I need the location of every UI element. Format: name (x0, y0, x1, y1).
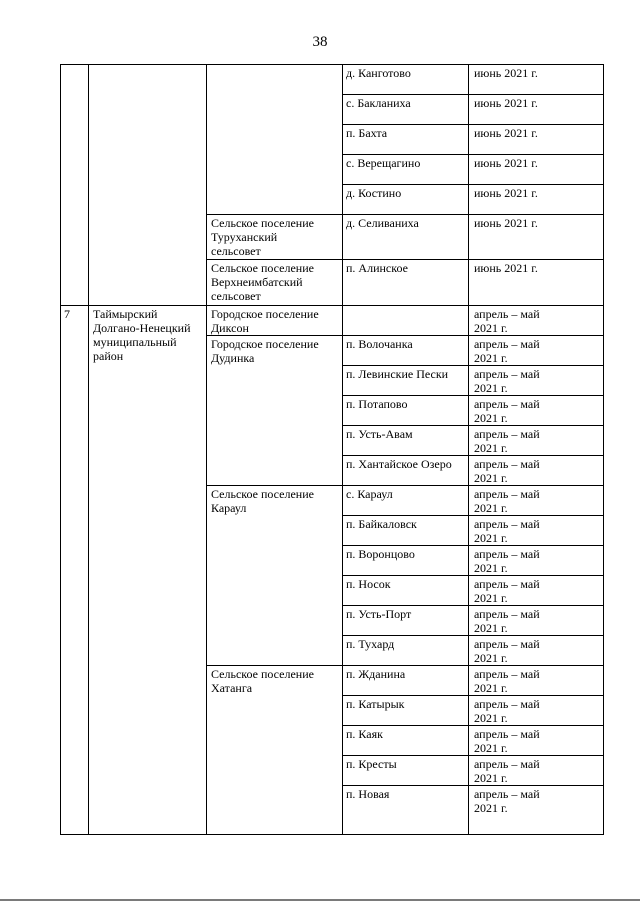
date-cell: июнь 2021 г. (474, 186, 538, 200)
column-divider (342, 64, 343, 835)
row-divider (342, 725, 604, 726)
date-cell: июнь 2021 г. (474, 126, 538, 140)
settlement-cell: п. Алинское (346, 261, 408, 275)
date-cell: апрель – май 2021 г. (474, 697, 540, 725)
table-border-top (60, 64, 604, 65)
page-number: 38 (312, 34, 328, 50)
row-divider (342, 94, 604, 95)
date-cell: июнь 2021 г. (474, 66, 538, 80)
date-cell: апрель – май 2021 г. (474, 457, 540, 485)
settlement-cell: п. Усть-Авам (346, 427, 413, 441)
row-divider (342, 605, 604, 606)
row-divider (342, 785, 604, 786)
row-divider (206, 335, 604, 336)
row-divider (206, 214, 604, 215)
row-divider (342, 124, 604, 125)
district-name: Таймырский Долгано-Ненецкий муниципальный район (93, 307, 191, 363)
row-divider (342, 545, 604, 546)
date-cell: апрель – май 2021 г. (474, 427, 540, 455)
date-cell: апрель – май 2021 г. (474, 307, 540, 335)
row-divider (342, 395, 604, 396)
date-cell: апрель – май 2021 г. (474, 757, 540, 785)
row-divider (342, 455, 604, 456)
settlement-cell: д. Селиваниха (346, 216, 419, 230)
settlement-cell: п. Новая (346, 787, 390, 801)
settlement-cell: д. Канготово (346, 66, 411, 80)
settlement-cell: п. Потапово (346, 397, 408, 411)
row-divider (206, 665, 604, 666)
settlement-cell: п. Жданина (346, 667, 406, 681)
date-cell: апрель – май 2021 г. (474, 787, 540, 815)
municipality-cell: Сельское поселение Хатанга (211, 667, 314, 695)
settlement-cell: п. Волочанка (346, 337, 413, 351)
date-cell: апрель – май 2021 г. (474, 547, 540, 575)
municipality-cell: Сельское поселение Караул (211, 487, 314, 515)
municipality-cell: Городское поселение Диксон (211, 307, 319, 335)
date-cell: апрель – май 2021 г. (474, 397, 540, 425)
settlement-cell: п. Байкаловск (346, 517, 417, 531)
row-divider (342, 755, 604, 756)
date-cell: апрель – май 2021 г. (474, 367, 540, 395)
row-divider (206, 485, 604, 486)
date-cell: апрель – май 2021 г. (474, 637, 540, 665)
row-divider (342, 515, 604, 516)
date-cell: апрель – май 2021 г. (474, 667, 540, 695)
municipality-cell: Сельское поселение Верхнеимбатский сельсовет (211, 261, 314, 303)
date-cell: июнь 2021 г. (474, 216, 538, 230)
settlement-cell: п. Кресты (346, 757, 397, 771)
settlement-cell: п. Воронцово (346, 547, 415, 561)
settlement-cell: с. Верещагино (346, 156, 421, 170)
settlement-cell: п. Бахта (346, 126, 388, 140)
date-cell: апрель – май 2021 г. (474, 337, 540, 365)
table-border-left (60, 64, 61, 835)
settlement-cell: п. Катырык (346, 697, 405, 711)
row-divider (342, 365, 604, 366)
municipality-cell: Городское поселение Дудинка (211, 337, 319, 365)
date-cell: июнь 2021 г. (474, 156, 538, 170)
row-divider (60, 305, 604, 306)
row-divider (342, 575, 604, 576)
date-cell: апрель – май 2021 г. (474, 577, 540, 605)
settlement-cell: п. Усть-Порт (346, 607, 412, 621)
date-cell: апрель – май 2021 г. (474, 607, 540, 635)
settlement-cell: с. Бакланиха (346, 96, 411, 110)
date-cell: апрель – май 2021 г. (474, 517, 540, 545)
row-divider (342, 695, 604, 696)
row-divider (206, 259, 604, 260)
scan-edge (0, 899, 640, 901)
date-cell: апрель – май 2021 г. (474, 727, 540, 755)
settlement-cell: д. Костино (346, 186, 402, 200)
settlement-cell: с. Караул (346, 487, 393, 501)
date-cell: апрель – май 2021 г. (474, 487, 540, 515)
date-cell: июнь 2021 г. (474, 261, 538, 275)
column-divider (206, 64, 207, 835)
date-cell: июнь 2021 г. (474, 96, 538, 110)
row-divider (342, 154, 604, 155)
row-number: 7 (64, 307, 70, 321)
municipality-cell: Сельское поселение Туруханский сельсовет (211, 216, 314, 258)
column-divider (468, 64, 469, 835)
settlement-cell: п. Носок (346, 577, 391, 591)
settlement-cell: п. Каяк (346, 727, 383, 741)
settlement-cell: п. Тухард (346, 637, 395, 651)
column-divider (88, 64, 89, 835)
table-border-bottom (60, 834, 604, 835)
row-divider (342, 184, 604, 185)
table-border-right (603, 64, 604, 835)
settlement-cell: п. Хантайское Озеро (346, 457, 452, 471)
row-divider (342, 425, 604, 426)
row-divider (342, 635, 604, 636)
settlement-cell: п. Левинские Пески (346, 367, 449, 381)
